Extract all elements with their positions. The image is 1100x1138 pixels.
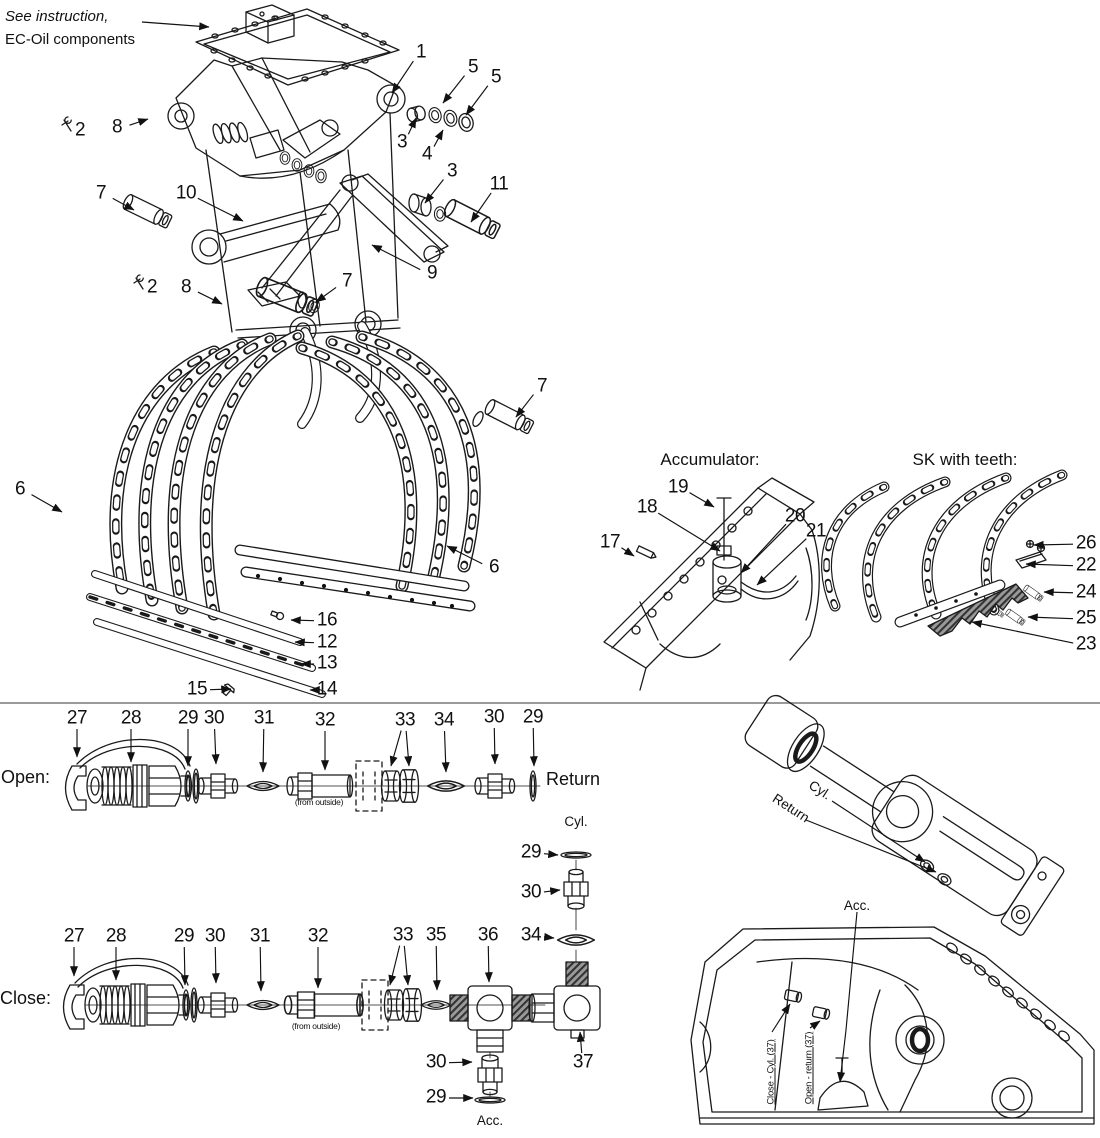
part-callout-15: 15 xyxy=(186,678,208,700)
part-callout-29: 29 xyxy=(520,841,542,863)
part-callout-2: 2 xyxy=(74,119,86,141)
part-callout-32: 32 xyxy=(307,925,329,947)
part-callout-1: 1 xyxy=(415,41,427,63)
cyl-column-label: Cyl. xyxy=(564,814,588,829)
part-callout-9: 9 xyxy=(426,262,438,284)
frame-acc-label: Acc. xyxy=(843,898,871,913)
part-callout-37: 37 xyxy=(572,1051,594,1073)
part-callout-3: 3 xyxy=(446,160,458,182)
part-callout-7: 7 xyxy=(536,375,548,397)
part-callout-12: 12 xyxy=(316,631,338,653)
part-callout-2: 2 xyxy=(146,276,158,298)
part-callout-27: 27 xyxy=(66,707,88,729)
part-callout-10: 10 xyxy=(175,182,197,204)
part-callout-28: 28 xyxy=(105,925,127,947)
part-callout-7: 7 xyxy=(95,182,107,204)
part-callout-6: 6 xyxy=(488,556,500,578)
part-callout-32: 32 xyxy=(314,709,336,731)
part-callout-3: 3 xyxy=(396,131,408,153)
open-row-label: Open: xyxy=(1,767,51,787)
frame-open-port-label: Open - return (37) xyxy=(803,1031,815,1105)
cylinder-return-port-label: Return xyxy=(769,790,813,826)
see-instruction-note-line2: EC-Oil components xyxy=(5,31,136,48)
part-callout-30: 30 xyxy=(203,707,225,729)
part-callout-7: 7 xyxy=(341,270,353,292)
part-callout-21: 21 xyxy=(805,520,827,542)
part-callout-30: 30 xyxy=(204,925,226,947)
part-callout-30: 30 xyxy=(425,1051,447,1073)
part-callout-17: 17 xyxy=(599,531,621,553)
from-outside-caption-open: (from outside) xyxy=(294,797,344,807)
accumulator-inset-title: Accumulator: xyxy=(660,450,760,469)
part-callout-36: 36 xyxy=(477,924,499,946)
part-callout-11: 11 xyxy=(489,173,509,195)
part-callout-26: 26 xyxy=(1075,532,1097,554)
part-callout-4: 4 xyxy=(421,143,433,165)
part-callout-20: 20 xyxy=(784,505,806,527)
part-callout-33: 33 xyxy=(394,709,416,731)
part-callout-25: 25 xyxy=(1075,607,1097,629)
part-callout-23: 23 xyxy=(1075,633,1097,655)
part-callout-8: 8 xyxy=(180,276,192,298)
part-callout-18: 18 xyxy=(636,496,658,518)
part-callout-16: 16 xyxy=(316,609,338,631)
part-callout-34: 34 xyxy=(520,924,542,946)
part-callout-29: 29 xyxy=(522,706,544,728)
part-callout-22: 22 xyxy=(1075,554,1097,576)
part-callout-5: 5 xyxy=(490,66,502,88)
part-callout-30: 30 xyxy=(483,706,505,728)
part-callout-6: 6 xyxy=(14,478,26,500)
part-callout-31: 31 xyxy=(249,925,271,947)
part-callout-8: 8 xyxy=(111,116,123,138)
see-instruction-note-line1: See instruction, xyxy=(5,8,109,25)
acc-column-label: Acc. xyxy=(476,1113,504,1128)
part-callout-35: 35 xyxy=(425,924,447,946)
part-callout-5: 5 xyxy=(467,56,479,78)
part-callout-27: 27 xyxy=(63,925,85,947)
cylinder-cyl-port-label: Cyl. xyxy=(806,777,834,803)
part-callout-19: 19 xyxy=(667,476,689,498)
part-callout-29: 29 xyxy=(177,707,199,729)
sk-inset-title: SK with teeth: xyxy=(912,450,1018,469)
part-callout-13: 13 xyxy=(316,652,338,674)
frame-close-port-label: Close - Cyl. (37) xyxy=(765,1039,777,1105)
part-callout-29: 29 xyxy=(425,1086,447,1108)
part-callout-34: 34 xyxy=(433,709,455,731)
part-callout-14: 14 xyxy=(316,678,338,700)
part-callout-28: 28 xyxy=(120,707,142,729)
close-row-label: Close: xyxy=(0,988,52,1008)
part-callout-30: 30 xyxy=(520,881,542,903)
from-outside-caption-close: (from outside) xyxy=(291,1021,341,1031)
part-callout-24: 24 xyxy=(1075,581,1097,603)
return-port-text: Return xyxy=(546,769,601,789)
part-callout-29: 29 xyxy=(173,925,195,947)
part-callout-31: 31 xyxy=(253,707,275,729)
part-callout-33: 33 xyxy=(392,924,414,946)
